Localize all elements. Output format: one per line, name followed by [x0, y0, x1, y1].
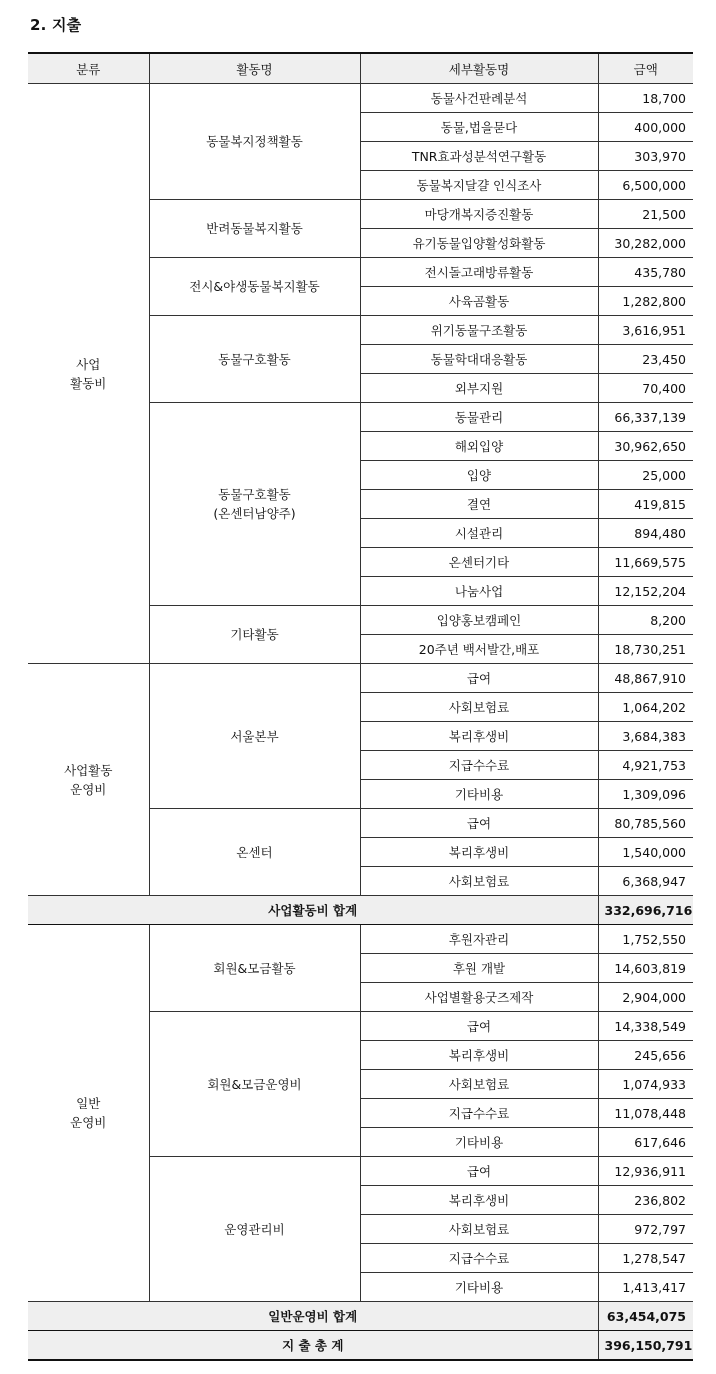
table-row — [28, 664, 693, 693]
amount-cell: 245,656 — [598, 1041, 693, 1070]
detail-activity-cell: 사회보험료 — [360, 693, 598, 722]
detail-activity-cell: 기타비용 — [360, 1128, 598, 1157]
amount-cell: 70,400 — [598, 374, 693, 403]
detail-activity-cell: 사육곰활동 — [360, 287, 598, 316]
amount-cell: 18,700 — [598, 84, 693, 113]
activity-cell: 회원&모금운영비 — [149, 1012, 360, 1157]
amount-cell: 617,646 — [598, 1128, 693, 1157]
subtotal-row — [28, 1302, 693, 1331]
section-title: 2. 지출 — [30, 16, 82, 34]
amount-cell: 3,684,383 — [598, 722, 693, 751]
detail-activity-cell: 후원 개발 — [360, 954, 598, 983]
detail-activity-cell: 동물,법을묻다 — [360, 113, 598, 142]
detail-activity-cell: 사회보험료 — [360, 1070, 598, 1099]
amount-cell: 3,616,951 — [598, 316, 693, 345]
table-row — [28, 84, 693, 113]
activity-cell: 서울본부 — [149, 664, 360, 809]
activity-cell: 동물복지정책활동 — [149, 84, 360, 200]
detail-activity-cell: 복리후생비 — [360, 1186, 598, 1215]
detail-activity-cell: 해외입양 — [360, 432, 598, 461]
category-cell: 사업활동 운영비 — [28, 664, 149, 896]
amount-cell: 894,480 — [598, 519, 693, 548]
amount-cell: 1,752,550 — [598, 925, 693, 954]
detail-activity-cell: 마당개복지증진활동 — [360, 200, 598, 229]
amount-cell: 12,936,911 — [598, 1157, 693, 1186]
detail-activity-cell: 유기동물입양활성화활동 — [360, 229, 598, 258]
amount-cell: 400,000 — [598, 113, 693, 142]
subtotal-label: 일반운영비 합계 — [28, 1302, 598, 1331]
category-cell: 일반 운영비 — [28, 925, 149, 1302]
detail-activity-cell: 나눔사업 — [360, 577, 598, 606]
activity-cell: 기타활동 — [149, 606, 360, 664]
detail-activity-cell: 지급수수료 — [360, 1099, 598, 1128]
amount-cell: 1,540,000 — [598, 838, 693, 867]
detail-activity-cell: 동물관리 — [360, 403, 598, 432]
subtotal-label: 지 출 총 계 — [28, 1331, 598, 1361]
detail-activity-cell: 전시돌고래방류활동 — [360, 258, 598, 287]
detail-activity-cell: 온센터기타 — [360, 548, 598, 577]
detail-activity-cell: 사회보험료 — [360, 867, 598, 896]
detail-activity-cell: 급여 — [360, 664, 598, 693]
detail-activity-cell: 지급수수료 — [360, 751, 598, 780]
activity-cell: 동물구호활동 — [149, 316, 360, 403]
subtotal-amount: 63,454,075 — [598, 1302, 693, 1331]
amount-cell: 66,337,139 — [598, 403, 693, 432]
detail-activity-cell: 결연 — [360, 490, 598, 519]
amount-cell: 14,603,819 — [598, 954, 693, 983]
amount-cell: 2,904,000 — [598, 983, 693, 1012]
activity-cell: 동물구호활동 (온센터남양주) — [149, 403, 360, 606]
detail-activity-cell: TNR효과성분석연구활동 — [360, 142, 598, 171]
detail-activity-cell: 사회보험료 — [360, 1215, 598, 1244]
amount-cell: 236,802 — [598, 1186, 693, 1215]
table-row — [28, 925, 693, 954]
amount-cell: 21,500 — [598, 200, 693, 229]
amount-cell: 972,797 — [598, 1215, 693, 1244]
amount-cell: 23,450 — [598, 345, 693, 374]
amount-cell: 12,152,204 — [598, 577, 693, 606]
amount-cell: 30,282,000 — [598, 229, 693, 258]
category-cell: 사업 활동비 — [28, 84, 149, 664]
amount-cell: 1,309,096 — [598, 780, 693, 809]
activity-cell: 전시&야생동물복지활동 — [149, 258, 360, 316]
amount-cell: 435,780 — [598, 258, 693, 287]
detail-activity-cell: 사업별활용굿즈제작 — [360, 983, 598, 1012]
subtotal-row — [28, 896, 693, 925]
header-activity: 활동명 — [149, 53, 360, 84]
amount-cell: 6,368,947 — [598, 867, 693, 896]
detail-activity-cell: 입양홍보캠페인 — [360, 606, 598, 635]
header-category: 분류 — [28, 53, 149, 84]
table-body — [28, 84, 693, 1361]
detail-activity-cell: 시설관리 — [360, 519, 598, 548]
detail-activity-cell: 급여 — [360, 1157, 598, 1186]
amount-cell: 11,669,575 — [598, 548, 693, 577]
table-header-row — [28, 53, 693, 84]
amount-cell: 1,413,417 — [598, 1273, 693, 1302]
amount-cell: 4,921,753 — [598, 751, 693, 780]
amount-cell: 1,282,800 — [598, 287, 693, 316]
detail-activity-cell: 복리후생비 — [360, 1041, 598, 1070]
amount-cell: 48,867,910 — [598, 664, 693, 693]
detail-activity-cell: 급여 — [360, 809, 598, 838]
header-detail-activity: 세부활동명 — [360, 53, 598, 84]
amount-cell: 8,200 — [598, 606, 693, 635]
detail-activity-cell: 기타비용 — [360, 780, 598, 809]
amount-cell: 419,815 — [598, 490, 693, 519]
expense-table — [28, 52, 693, 1361]
amount-cell: 14,338,549 — [598, 1012, 693, 1041]
subtotal-amount: 332,696,716 — [598, 896, 693, 925]
detail-activity-cell: 20주년 백서발간,배포 — [360, 635, 598, 664]
detail-activity-cell: 외부지원 — [360, 374, 598, 403]
amount-cell: 6,500,000 — [598, 171, 693, 200]
amount-cell: 303,970 — [598, 142, 693, 171]
detail-activity-cell: 동물사건판례분석 — [360, 84, 598, 113]
activity-cell: 반려동물복지활동 — [149, 200, 360, 258]
detail-activity-cell: 기타비용 — [360, 1273, 598, 1302]
detail-activity-cell: 동물복지달걀 인식조사 — [360, 171, 598, 200]
subtotal-amount: 396,150,791 — [598, 1331, 693, 1361]
amount-cell: 30,962,650 — [598, 432, 693, 461]
detail-activity-cell: 동물학대대응활동 — [360, 345, 598, 374]
amount-cell: 25,000 — [598, 461, 693, 490]
grand-total-row — [28, 1331, 693, 1361]
activity-cell: 회원&모금활동 — [149, 925, 360, 1012]
detail-activity-cell: 지급수수료 — [360, 1244, 598, 1273]
amount-cell: 18,730,251 — [598, 635, 693, 664]
activity-cell: 운영관리비 — [149, 1157, 360, 1302]
detail-activity-cell: 후원자관리 — [360, 925, 598, 954]
amount-cell: 1,064,202 — [598, 693, 693, 722]
amount-cell: 1,278,547 — [598, 1244, 693, 1273]
activity-cell: 온센터 — [149, 809, 360, 896]
detail-activity-cell: 복리후생비 — [360, 838, 598, 867]
detail-activity-cell: 위기동물구조활동 — [360, 316, 598, 345]
detail-activity-cell: 입양 — [360, 461, 598, 490]
header-amount: 금액 — [598, 53, 693, 84]
subtotal-label: 사업활동비 합계 — [28, 896, 598, 925]
amount-cell: 11,078,448 — [598, 1099, 693, 1128]
detail-activity-cell: 복리후생비 — [360, 722, 598, 751]
amount-cell: 1,074,933 — [598, 1070, 693, 1099]
amount-cell: 80,785,560 — [598, 809, 693, 838]
detail-activity-cell: 급여 — [360, 1012, 598, 1041]
